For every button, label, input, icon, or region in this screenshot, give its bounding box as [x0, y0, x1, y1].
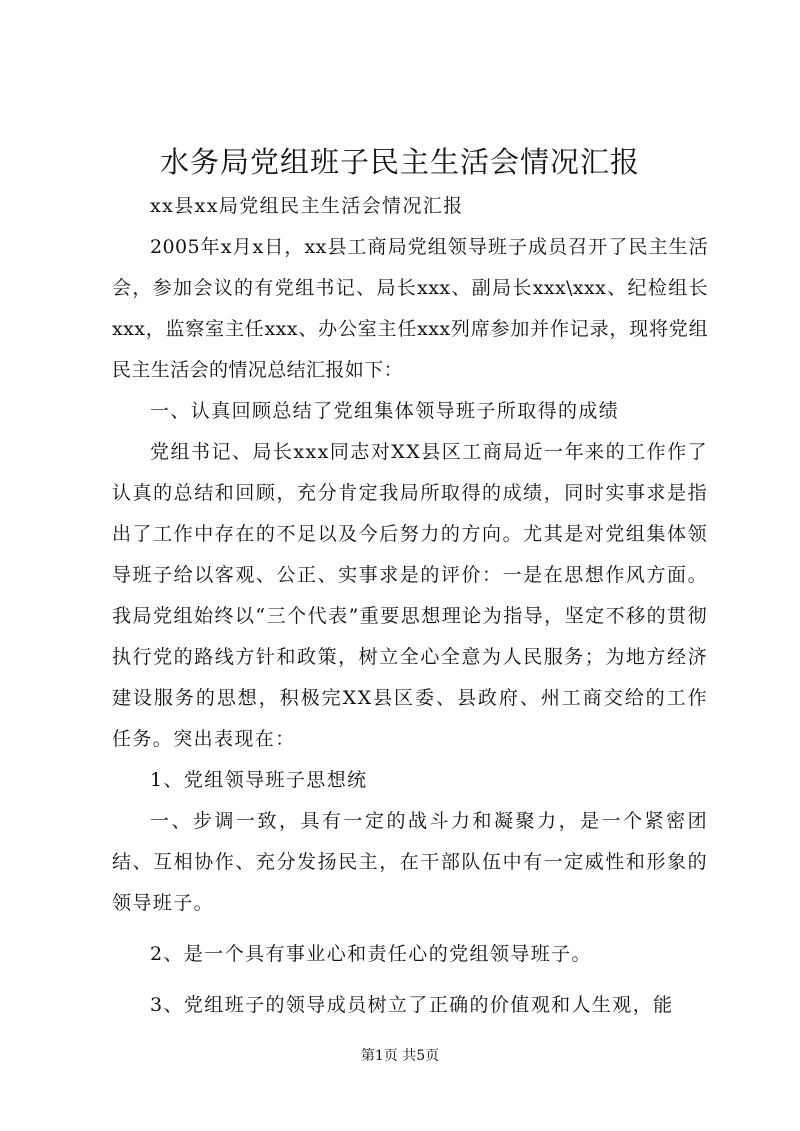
unity-paragraph: 一、步调一致，具有一定的战斗力和凝聚力，是一个紧密团结、互相协作、充分发扬民主，在干部队伍中有一定威性和形象的领导班子。: [112, 810, 708, 914]
point-two-paragraph: 2、是一个具有事业心和责任心的党组领导班子。: [150, 943, 592, 965]
document-body: [112, 186, 708, 1026]
report-subtitle-paragraph: xx县xx局党组民主生活会情况汇报: [150, 195, 464, 217]
page-number-footer: 第1页 共5页: [360, 1048, 440, 1064]
point-three-paragraph: 3、党组班子的领导成员树立了正确的价值观和人生观，能: [150, 994, 674, 1016]
meeting-intro-paragraph: 2005年x月x日，xx县工商局党组领导班子成员召开了民主生活会，参加会议的有党组书记、局长xxx、副局长xxx\xxx、纪检组长xxx，监察室主任xxx、办公室主任xxx列席参加并作记录，现将党组民主生活会的情况总结汇报如下：: [112, 236, 708, 381]
leadership-review-paragraph: 党组书记、局长xxx同志对XX县区工商局近一年来的工作作了认真的总结和回顾，充分肯定我局所取得的成绩，同时实事求是指出了工作中存在的不足以及今后努力的方向。尤其是对党组集体领导班子给以客观、公正、实事求是的评价：一是在思想作风方面。我局党组始终以“三个代表”重要思想理论为指导，坚定不移的贯彻执行党的路线方针和政策，树立全心全意为人民服务；为地方经济建设服务的思想，积极完XX县区委、县政府、州工商交给的工作任务。突出表现在：: [112, 441, 708, 750]
document-title: 水务局党组班子民主生活会情况汇报: [159, 145, 640, 179]
section-one-heading: 一、认真回顾总结了党组集体领导班子所取得的成绩: [150, 400, 620, 422]
point-one-paragraph: 1、党组领导班子思想统: [150, 769, 368, 791]
